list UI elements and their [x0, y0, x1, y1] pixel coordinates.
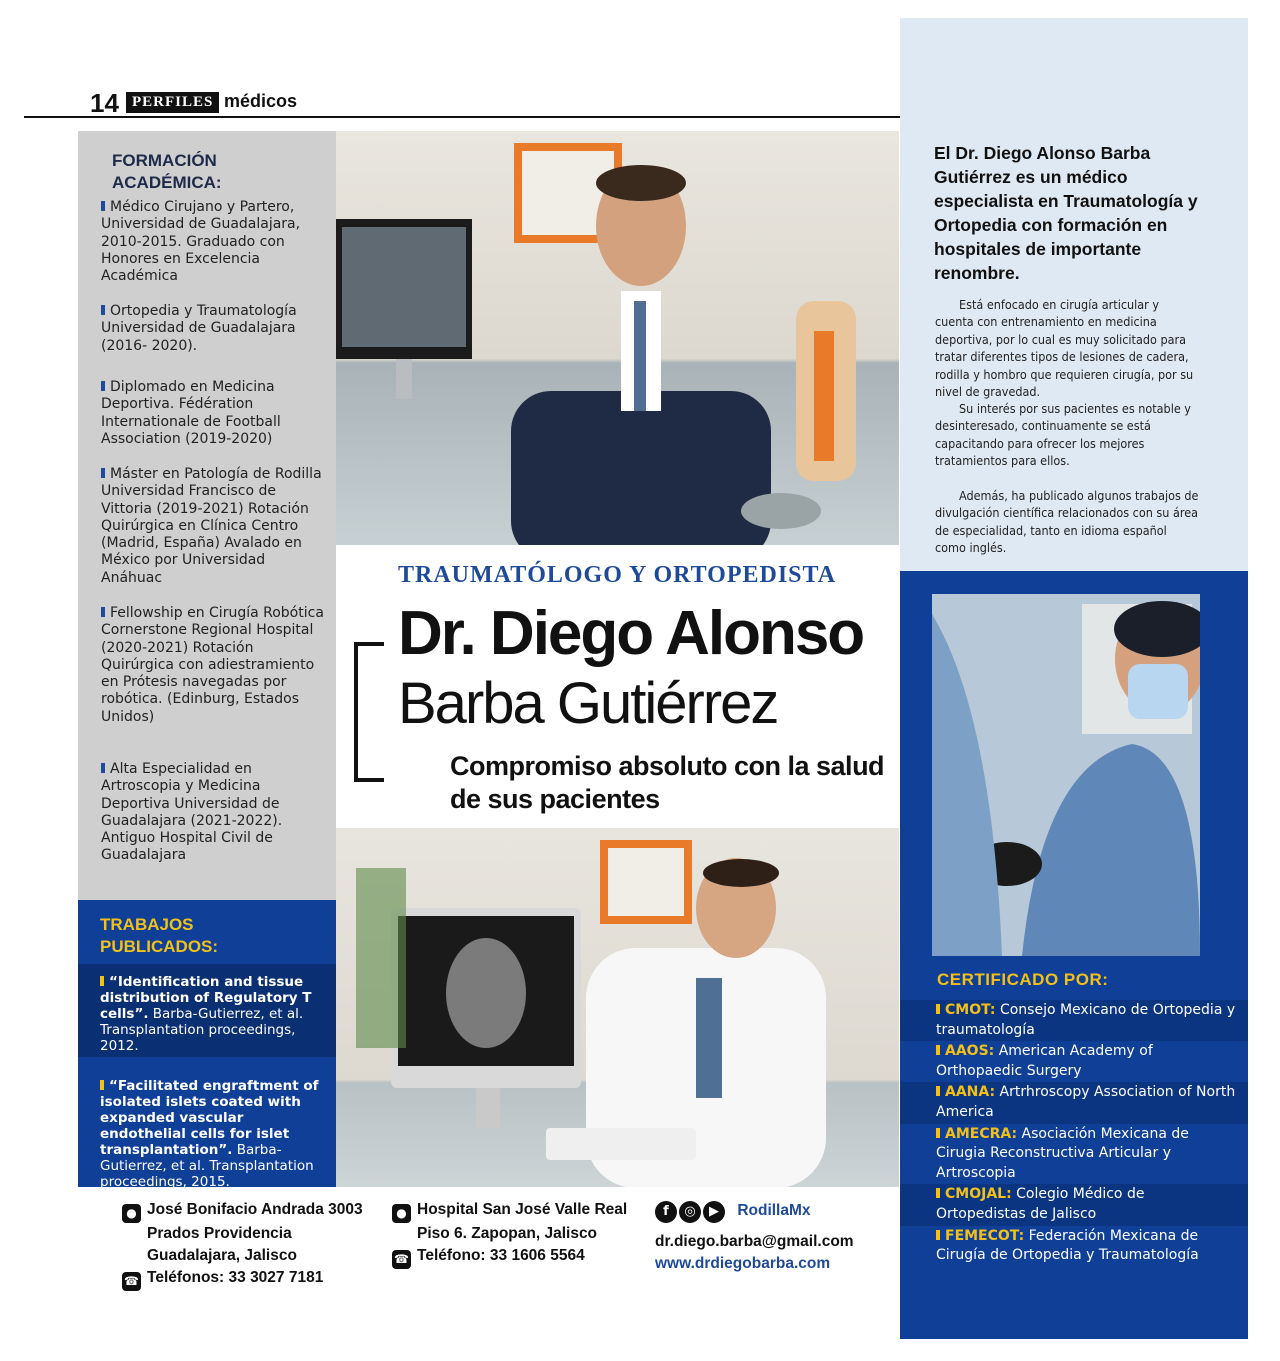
bullet-icon [101, 381, 105, 391]
doctor-monitor-photo [336, 828, 899, 1187]
youtube-icon[interactable]: ▶ [703, 1201, 725, 1223]
contact-block [655, 1200, 895, 1275]
instagram-icon[interactable]: ◎ [679, 1201, 701, 1223]
bullet-icon [100, 1080, 104, 1090]
formacion-item: Médico Cirujano y Partero, Universidad de Guadalajara, 2010-2015. Graduado con Honores en Excelencia Académica [101, 199, 301, 285]
section-badge: PERFILES [126, 92, 219, 113]
bullet-icon [936, 1128, 940, 1138]
bullet-icon [100, 976, 104, 986]
cert-item: CMOJAL: Colegio Médico de Ortopedistas de Jalisco [900, 1184, 1248, 1225]
bullet-icon [936, 1004, 940, 1014]
formacion-item: Ortopedia y Traumatología Universidad de Guadalajara (2016- 2020). [101, 303, 297, 354]
tagline: Compromiso absoluto con la salud de sus pacientes [450, 751, 885, 814]
phone-icon: ☎ [122, 1272, 141, 1291]
bullet-icon [936, 1045, 940, 1055]
trabajos-heading: TRABAJOS PUBLICADOS: [100, 915, 219, 956]
website-link[interactable]: www.drdiegobarba.com [655, 1255, 831, 1272]
phone-icon: ☎ [392, 1250, 411, 1269]
email-link[interactable]: dr.diego.barba@gmail.com [655, 1233, 854, 1250]
formacion-item: Fellowship en Cirugía Robótica Cornerstone Regional Hospital (2020-2021) Rotación Quirúrgica con adiestramiento en Prótesis navegadas por robótica. (Edinburg, Estados Unidos) [101, 605, 324, 725]
body-paragraph: Su interés por sus pacientes es notable y desinteresado, continuamente se está capacitando para ofrecer los mejores tratamientos para ellos. [935, 401, 1191, 469]
phone-number[interactable]: Teléfono: 33 1606 5564 [417, 1247, 585, 1264]
bullet-icon [101, 607, 105, 617]
facebook-icon[interactable]: f [655, 1201, 677, 1223]
address-block-2: ● Hospital San José Valle Real Piso 6. Zapopan, Jalisco ☎ Teléfono: 33 1606 5564 [392, 1199, 642, 1269]
surgery-illustration [932, 594, 1200, 956]
page-header [24, 88, 900, 118]
publication-item: “Facilitated engraftment of isolated islets coated with expanded vascular endothelial cells for islet transplantation”. Barba-Gutierrez, et al. Transplantation proceedings, 2015. [100, 1078, 319, 1190]
bullet-icon [101, 305, 105, 315]
address-block-1: ● José Bonifacio Andrada 3003 Prados Providencia Guadalajara, Jalisco ☎ Teléfonos: 33 3027 7181 [122, 1199, 382, 1291]
doctor-desk-photo [336, 131, 899, 545]
doctor-name-line1: Dr. Diego Alonso [398, 599, 864, 668]
bullet-icon [936, 1188, 940, 1198]
bullet-icon [936, 1086, 940, 1096]
name-bracket [354, 642, 384, 782]
page-number: 14 [90, 88, 119, 118]
surgery-photo [932, 594, 1200, 956]
location-pin-icon: ● [122, 1204, 141, 1223]
cert-item: FEMECOT: Federación Mexicana de Cirugía de Ortopedia y Traumatología [936, 1227, 1199, 1264]
formacion-item: Diplomado en Medicina Deportiva. Fédération Internationale de Football Association (2019-2020) [101, 379, 281, 447]
section-title: médicos [224, 91, 298, 111]
specialty-kicker: TRAUMATÓLOGO Y ORTOPEDISTA [398, 562, 837, 588]
bullet-icon [936, 1230, 940, 1240]
certificado-heading: CERTIFICADO POR: [937, 970, 1109, 989]
formacion-heading: FORMACIÓN ACADÉMICA: [112, 151, 222, 192]
bullet-icon [101, 763, 105, 773]
doctor-monitor-illustration [336, 828, 899, 1187]
cert-item: CMOT: Consejo Mexicano de Ortopedia y traumatología [900, 1000, 1248, 1041]
social-handle[interactable]: RodillaMx [737, 1202, 811, 1219]
cert-item: AMECRA: Asociación Mexicana de Cirugia Reconstructiva Articular y Artroscopia [936, 1125, 1189, 1181]
cert-item: AAOS: American Academy of Orthopaedic Surgery [936, 1043, 1153, 1079]
bullet-icon [101, 468, 105, 478]
body-paragraph: Está enfocado en cirugía articular y cuenta con entrenamiento en medicina deportiva, por lo cual es muy solicitado para tratar diferentes tipos de lesiones de cadera, rodilla y hombro que requieren cirugía, por su nivel de gravedad. [935, 297, 1194, 400]
cert-item: AANA: Artrhroscopy Association of North America [900, 1082, 1248, 1123]
bullet-icon [101, 201, 105, 211]
publication-item: “Identification and tissue distribution of Regulatory T cells”. Barba-Gutierrez, et al. Transplantation proceedings, 2012. [78, 964, 336, 1057]
body-paragraph: Además, ha publicado algunos trabajos de divulgación científica relacionados con su área de especialidad, tanto en idioma español como inglés. [935, 488, 1199, 556]
phone-number[interactable]: Teléfonos: 33 3027 7181 [147, 1269, 324, 1286]
doctor-name-line2: Barba Gutiérrez [398, 671, 778, 736]
formacion-item: Alta Especialidad en Artroscopia y Medicina Deportiva Universidad de Guadalajara (2021-2022). Antiguo Hospital Civil de Guadalajara [101, 761, 283, 864]
formacion-item: Máster en Patología de Rodilla Universidad Francisco de Vittoria (2019-2021) Rotación Quirúrgica en Clínica Centro (Madrid, España) Avalado en México por Universidad Anáhuac [101, 466, 322, 586]
location-pin-icon: ● [392, 1204, 411, 1223]
certificado-list [900, 1000, 1248, 1267]
doctor-desk-illustration [336, 131, 899, 545]
intro-text: El Dr. Diego Alonso Barba Gutiérrez es un médico especialista en Traumatología y Ortopedia con formación en hospitales de importante renombre. [934, 143, 1198, 283]
